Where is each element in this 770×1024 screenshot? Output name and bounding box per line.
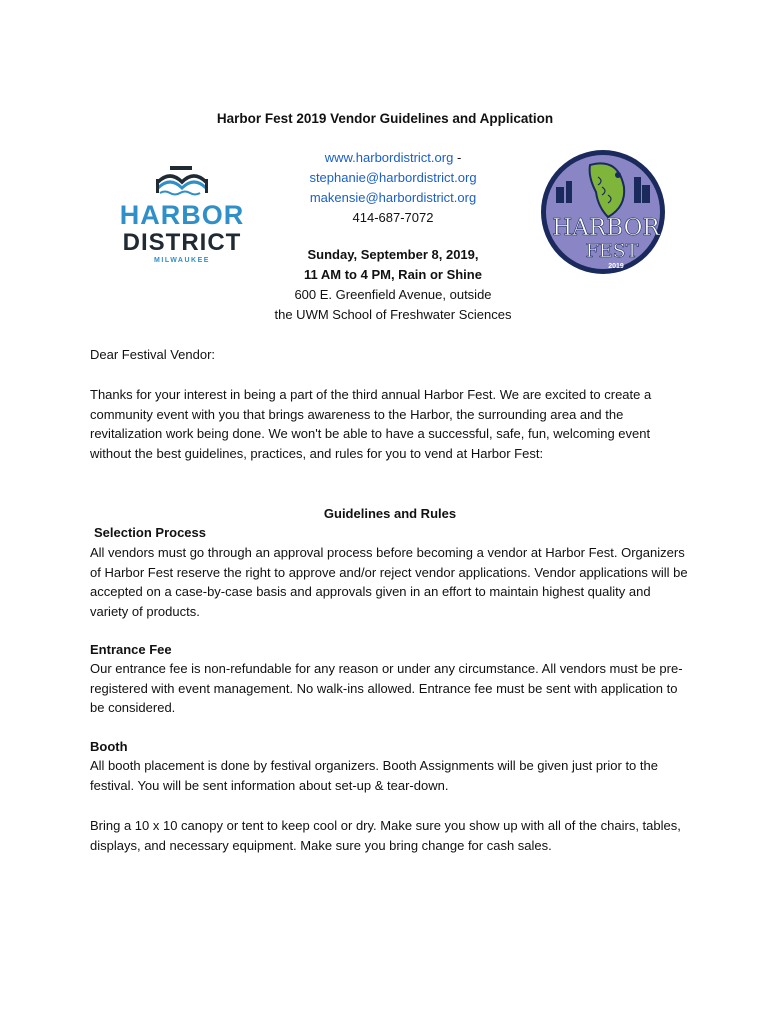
logo-district-text: DISTRICT: [122, 229, 242, 256]
logo-fest-harbor-text: HARBOR: [552, 215, 660, 241]
contact-block: [243, 148, 543, 228]
guidelines-title: Guidelines and Rules: [323, 506, 457, 521]
section-heading-selection: Selection Process: [94, 525, 206, 540]
logo-fest-text: FEST: [585, 240, 639, 262]
phone-number: 414-687-7072: [352, 210, 434, 225]
harbor-fest-logo: [538, 147, 668, 277]
event-details: [233, 245, 553, 325]
logo-fest-year: 2019: [608, 263, 624, 270]
intro-paragraph: Thanks for your interest in being a part of the third annual Harbor Fest. We are excited to create a community event with you that brings awareness to the Harbor, the surrounding area and the revitalization work being done. We won't be able to have a successful, safe, fun, welcoming event without the best guidelines, practices, and rules for you to vend at Harbor Fest:: [90, 387, 652, 461]
section-text-booth-equipment: Bring a 10 x 10 canopy or tent to keep cool or dry. Make sure you show up with all of the chairs, tables, displays, and necessary equipment. Make sure you bring change for cash sales.: [90, 818, 681, 853]
bridge-icon: [156, 166, 208, 195]
logo-harbor-text: HARBOR: [119, 200, 245, 230]
section-heading-booth: Booth: [90, 739, 128, 754]
salutation: Dear Festival Vendor:: [90, 347, 216, 362]
section-text-booth: All booth placement is done by festival organizers. Booth Assignments will be given just prior to the festival. You will be sent information about set-up & tear-down.: [90, 758, 658, 793]
event-address-line1: 600 E. Greenfield Avenue, outside: [294, 287, 492, 302]
logo-milwaukee-text: MILWAUKEE: [154, 257, 210, 264]
section-text-entrance-fee: Our entrance fee is non-refundable for any reason or under any circumstance. All vendors must be pre-registered with event management. No walk-ins allowed. Entrance fee must be sent with application to be considered.: [90, 661, 683, 715]
harbor-district-logo: [112, 162, 252, 270]
website-link[interactable]: www.harbordistrict.org: [324, 150, 454, 165]
section-heading-entrance-fee: Entrance Fee: [90, 642, 172, 657]
section-text-selection: All vendors must go through an approval process before becoming a vendor at Harbor Fest. Organizers of Harbor Fest reserve the right to approve and/or reject vendor applications. Vendor applications will be accepted on a case-by-case basis and approvals given in an effort to maintain highest quality and variety of products.: [90, 545, 688, 619]
email-link-stephanie[interactable]: stephanie@harbordistrict.org: [309, 170, 477, 185]
document-title: Harbor Fest 2019 Vendor Guidelines and Application: [216, 111, 554, 126]
event-time: 11 AM to 4 PM, Rain or Shine: [304, 267, 482, 282]
website-line: [243, 148, 543, 168]
event-date: Sunday, September 8, 2019,: [307, 247, 479, 262]
website-suffix: -: [453, 150, 462, 165]
email-link-makensie[interactable]: makensie@harbordistrict.org: [309, 190, 477, 205]
event-address-line2: the UWM School of Freshwater Sciences: [274, 307, 512, 322]
